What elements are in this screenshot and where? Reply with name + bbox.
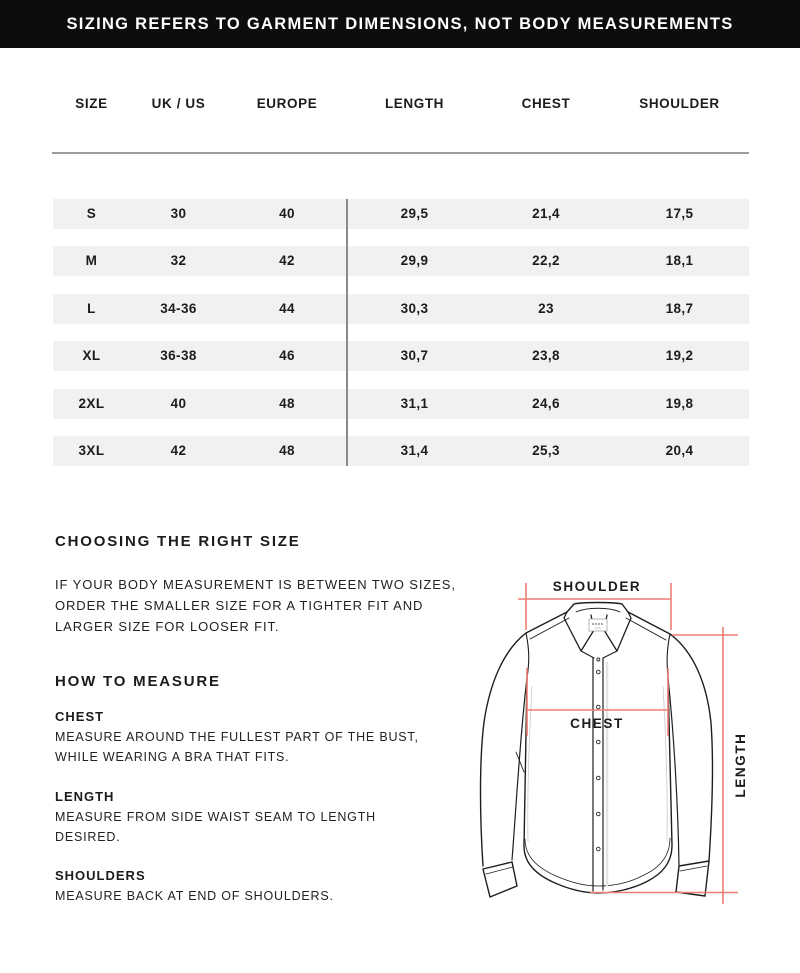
table-row (53, 294, 749, 324)
column-header-chest: CHEST (521, 96, 571, 111)
measure-label-shoulders: SHOULDERS (55, 868, 146, 883)
table-row (53, 389, 749, 419)
cell-uk-us: 40 (170, 396, 187, 411)
column-header-shoulder: SHOULDER (639, 96, 720, 111)
cell-europe: 48 (279, 443, 295, 458)
table-row (53, 246, 749, 276)
banner-text: SIZING REFERS TO GARMENT DIMENSIONS, NOT BODY MEASUREMENTS (66, 14, 734, 33)
shirt-buttons (597, 658, 601, 851)
cell-chest: 25,3 (532, 443, 560, 458)
column-header-size: SIZE (75, 96, 108, 111)
size-table-header (53, 93, 749, 115)
diagram-chest-label: CHEST (570, 716, 624, 731)
text-line: MEASURE FROM SIDE WAIST SEAM TO LENGTH (55, 810, 376, 824)
cell-size: 2XL (78, 396, 105, 411)
cell-uk-us: 42 (170, 443, 187, 458)
cell-length: 31,1 (400, 396, 429, 411)
collar-brand-label (589, 619, 607, 631)
table-column-divider (346, 199, 348, 466)
cell-shoulder: 19,2 (665, 348, 694, 363)
table-row (53, 436, 749, 466)
garment-dimensions-banner (0, 0, 800, 48)
cell-length: 29,9 (400, 253, 429, 268)
text-line: WHILE WEARING A BRA THAT FITS. (55, 749, 290, 764)
cell-europe: 40 (279, 206, 295, 221)
choosing-right-size-heading: CHOOSING THE RIGHT SIZE (55, 533, 301, 550)
shirt-measurement-diagram (450, 560, 800, 973)
cell-chest: 23,8 (532, 348, 560, 363)
measure-text-shoulders (55, 887, 334, 907)
how-to-measure-heading: HOW TO MEASURE (55, 673, 221, 690)
cell-europe: 48 (279, 396, 295, 411)
cell-size: L (87, 301, 96, 316)
measure-text-chest (55, 728, 419, 767)
text-line: MEASURE AROUND THE FULLEST PART OF THE BUST, (55, 730, 419, 744)
shirt-illustration (481, 603, 713, 898)
table-row (53, 199, 749, 229)
cell-uk-us: 30 (170, 206, 187, 221)
cell-europe: 44 (279, 301, 295, 316)
length-measure-line (590, 627, 738, 904)
cell-shoulder: 18,7 (665, 301, 694, 316)
cell-size: M (85, 253, 98, 268)
choosing-right-size-text (55, 574, 456, 637)
column-header-length: LENGTH (384, 96, 445, 111)
cell-shoulder: 18,1 (665, 253, 694, 268)
column-header-uk-us: UK / US (151, 96, 206, 111)
text-line: DESIRED. (55, 829, 121, 844)
cell-europe: 42 (279, 253, 295, 268)
measure-label-chest: CHEST (55, 709, 105, 724)
measure-item-shoulders (55, 868, 334, 907)
measure-text-length (55, 808, 376, 847)
cell-size: 3XL (78, 443, 105, 458)
table-row (53, 341, 749, 371)
measure-item-length (55, 789, 376, 847)
cell-europe: 46 (279, 348, 295, 363)
measure-label-length: LENGTH (55, 789, 115, 804)
cell-length: 31,4 (400, 443, 429, 458)
diagram-length-label: LENGTH (733, 732, 748, 798)
column-header-europe: EUROPE (256, 96, 318, 111)
cell-uk-us: 36-38 (160, 348, 197, 363)
text-line: LARGER SIZE FOR LOOSER FIT. (55, 619, 280, 634)
text-line: IF YOUR BODY MEASUREMENT IS BETWEEN TWO SIZES, (55, 577, 456, 592)
cell-shoulder: 20,4 (665, 443, 694, 458)
cell-shoulder: 17,5 (665, 206, 694, 221)
cell-length: 29,5 (400, 206, 429, 221)
cell-chest: 22,2 (532, 253, 560, 268)
cell-chest: 23 (538, 301, 554, 316)
cell-shoulder: 19,8 (665, 396, 694, 411)
cell-uk-us: 34-36 (160, 301, 197, 316)
header-divider-line (52, 152, 749, 154)
cell-size: XL (82, 348, 101, 363)
cell-chest: 21,4 (532, 206, 560, 221)
cell-length: 30,3 (400, 301, 429, 316)
measure-item-chest (55, 709, 419, 767)
cell-size: S (86, 206, 97, 221)
diagram-shoulder-label: SHOULDER (552, 579, 642, 594)
cell-chest: 24,6 (532, 396, 560, 411)
text-line: ORDER THE SMALLER SIZE FOR A TIGHTER FIT AND (55, 598, 424, 613)
cell-uk-us: 32 (170, 253, 187, 268)
cell-length: 30,7 (400, 348, 429, 363)
text-line: MEASURE BACK AT END OF SHOULDERS. (55, 889, 334, 903)
